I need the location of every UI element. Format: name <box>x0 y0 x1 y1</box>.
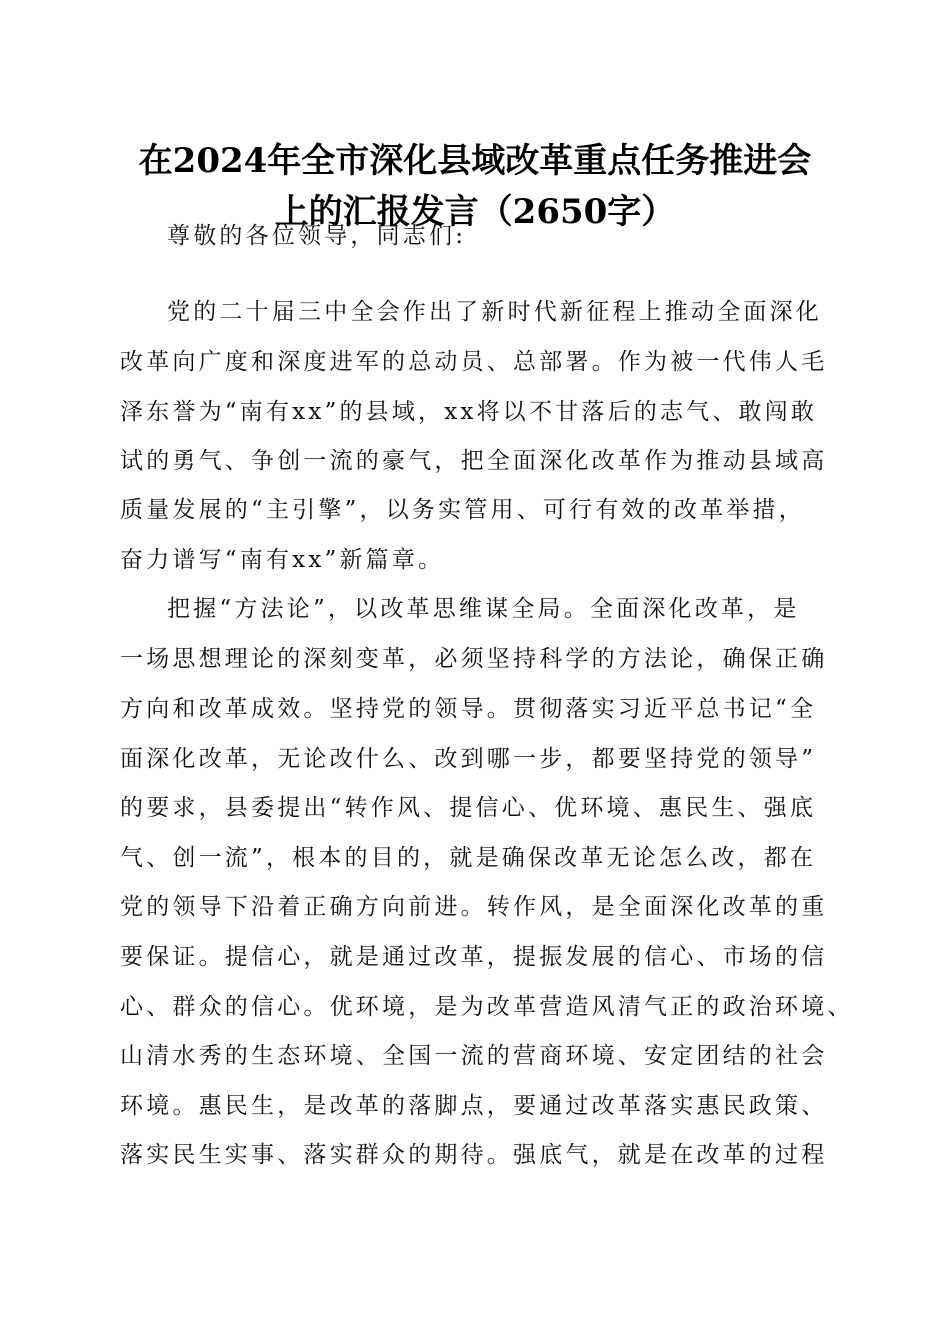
document-title-line-1: 在2024年全市深化县域改革重点任务推进会 <box>138 141 812 181</box>
paragraph-line: 党的领导下沿着正确方向前进。转作风，是全面深化改革的重 <box>120 894 828 920</box>
paragraph-line: 要保证。提信心，就是通过改革，提振发展的信心、市场的信 <box>120 944 828 970</box>
paragraph-line: 奋力谱写“南有xx”新篇章。 <box>120 547 445 573</box>
paragraph-line: 把握“方法论”，以改革思维谋全局。全面深化改革，是 <box>167 596 800 622</box>
paragraph-line: 质量发展的“主引擎”，以务实管用、可行有效的改革举措， <box>120 497 805 523</box>
paragraph-line: 泽东誉为“南有xx”的县域，xx将以不甘落后的志气、敢闯敢 <box>120 399 818 425</box>
paragraph-line: 山清水秀的生态环境、全国一流的营商环境、安定团结的社会 <box>120 1043 828 1069</box>
paragraph-line: 气、创一流”，根本的目的，就是确保改革无论怎么改，都在 <box>120 845 817 871</box>
paragraph-line: 一场思想理论的深刻变革，必须坚持科学的方法论，确保正确 <box>120 646 828 672</box>
salutation: 尊敬的各位领导，同志们: <box>167 223 467 249</box>
paragraph-line: 落实民生实事、落实群众的期待。强底气，就是在改革的过程 <box>120 1142 828 1168</box>
paragraph-line: 的要求，县委提出“转作风、提信心、优环境、惠民生、强底 <box>120 795 817 821</box>
paragraph-line: 试的勇气、争创一流的豪气，把全面深化改革作为推动县域高 <box>120 448 828 474</box>
document-title-line-2: 上的汇报发言（2650字） <box>274 192 676 232</box>
paragraph-line: 改革向广度和深度进军的总动员、总部署。作为被一代伟人毛 <box>120 349 828 375</box>
paragraph-line: 环境。惠民生，是改革的落脚点，要通过改革落实惠民政策、 <box>120 1093 828 1119</box>
paragraph-line: 方向和改革成效。坚持党的领导。贯彻落实习近平总书记“全 <box>120 696 817 722</box>
paragraph-line: 党的二十届三中全会作出了新时代新征程上推动全面深化 <box>167 299 822 325</box>
paragraph-line: 面深化改革，无论改什么、改到哪一步，都要坚持党的领导” <box>120 746 817 772</box>
paragraph-line: 心、群众的信心。优环境，是为改革营造风清气正的政治环境、 <box>120 994 854 1020</box>
